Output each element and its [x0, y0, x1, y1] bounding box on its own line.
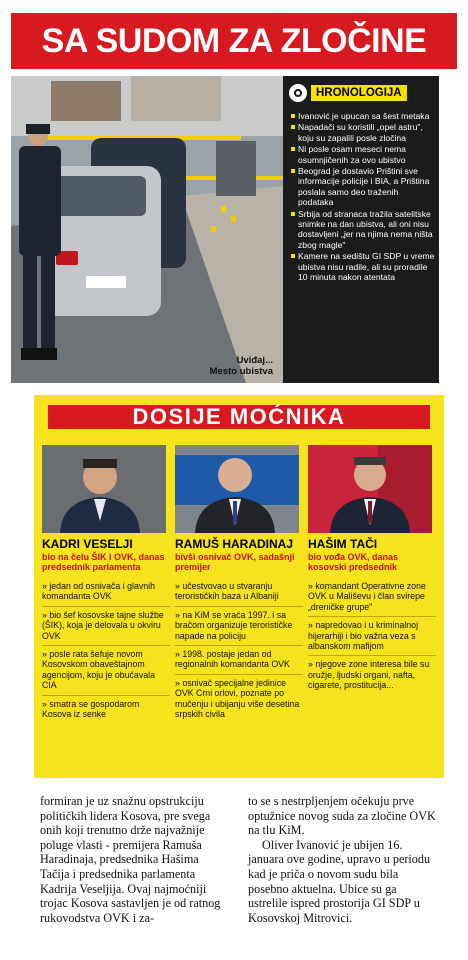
person-name: KADRI VESELJI: [42, 537, 133, 551]
timeline-box: [283, 76, 439, 383]
timeline-item: Ivanović je upucan sa šest metaka: [291, 111, 435, 121]
article-body-right: [248, 794, 438, 925]
person-column-haradinaj: [175, 445, 303, 723]
photo-caption: [210, 355, 273, 377]
dossier-box: [34, 395, 444, 778]
timeline-title: HRONOLOGIJA: [311, 85, 407, 101]
person-name: RAMUŠ HARADINAJ: [175, 537, 294, 551]
headline: SA SUDOM ZA ZLOČINE: [11, 13, 457, 69]
caption-line-2: Mesto ubistva: [209, 366, 273, 377]
person-role: bivši osnivač OVK, sadašnji premijer: [175, 552, 295, 572]
person-column-veselji: [42, 445, 170, 723]
article-paragraph: to se s nestrpljenjem očekuju prve optužnice novog suda za zločine OVK na tlu KiM.: [248, 794, 436, 838]
timeline-item: Ni posle osam meseci nema osumnjičenih za ovo ubistvo: [291, 144, 435, 165]
fact-item: » smatra se gospodarom Kosova iz senke: [42, 698, 140, 720]
timeline-item: Napadači su koristili „opel astru", koju su zapalili posle zločina: [291, 122, 435, 143]
crime-scene-photo: [11, 76, 283, 383]
dossier-title: DOSIJE MOĆNIKA: [48, 405, 430, 429]
fact-item: » 1998. postaje jedan od regionalnih komandanta OVK: [175, 646, 303, 675]
caption-line-1: Uviđaj...: [236, 355, 273, 366]
fact-item: » učestvovao u stvaranju terorističkih baza u Albaniji: [175, 578, 303, 607]
person-photo-haradinaj: [175, 445, 299, 533]
fact-item: » napredovao i u kriminalnoj hijerarhiji i bio važna veza s albanskom mafijom: [308, 617, 436, 656]
person-column-taci: [308, 445, 436, 695]
article-body-left: formiran je uz snažnu opstrukciju političkih lidera Kosova, pre svega onih koji trenutno drže najvažnije poluge vlasti - premijera Ramuša Haradinaja, predsednika Hašima Tačija i predsednika parlamenta Kadrija Veseljija. Ovaj najmoćniji trojac Kosova sastavljen je od ratnog rukovodstva OVK i za-: [40, 794, 221, 925]
fact-item: » posle rata šefuje novom Kosovskom obaveštajnom agencijom, koju je obučavala CIA: [42, 646, 170, 696]
article-paragraph: Oliver Ivanović je ubijen 16. januara ove godine, upravo u periodu kad je priča o novom sudu bila posebno aktuelna. Ubice su ga ustrelile ispred prostorija GI SDP u Kosovskoj Mitrovici.: [248, 837, 431, 925]
person-role: bio na čelu ŠIK i OVK, danas predsednik parlamenta: [42, 552, 165, 572]
person-role: bio vođa OVK, danas kosovski predsednik: [308, 552, 399, 572]
person-facts: [42, 578, 170, 723]
fact-item: » njegove zone interesa bile su oružje, ljudski organi, nafta, cigarete, prostitucija...: [308, 659, 430, 691]
fact-item: » osnivač specijalne jedinice OVK Crni orlovi, poznate po mučenju i ubijanju više desetina srpskih civila: [175, 677, 300, 720]
timeline-list: [283, 111, 439, 283]
timeline-item: Srbija od stranaca tražila satelitske snimke na dan ubistva, ali oni nisu dostavljeni „jer na njima nema ništa zbog magle": [291, 209, 435, 251]
clock-icon: [289, 84, 307, 102]
person-facts: [175, 578, 303, 723]
timeline-item: Beograd je dostavio Prištini sve informacije policije i BIA, a Priština poslala samo deo traženih podataka: [291, 166, 435, 208]
timeline-header: [289, 83, 439, 103]
fact-item: » jedan od osnivača i glavnih komandanta OVK: [42, 578, 170, 607]
timeline-item: Kamere na sedištu GI SDP u vreme ubistva nisu radile, ali su proradile 10 minuta nakon atentata: [291, 251, 435, 282]
fact-item: » bio šef kosovske tajne službe (ŠIK), koja je delovala u okviru OVK: [42, 607, 170, 646]
fact-item: » komandant Operativne zone OVK u Mališevu i član svirepe „dreničke grupe": [308, 578, 436, 617]
person-photo-veselji: [42, 445, 166, 533]
person-facts: [308, 578, 436, 695]
fact-item: » na KiM se vraća 1997. i sa bračom organizuje terorističke napade na policiju: [175, 607, 303, 646]
person-name: HAŠIM TAČI: [308, 537, 378, 551]
person-photo-taci: [308, 445, 432, 533]
